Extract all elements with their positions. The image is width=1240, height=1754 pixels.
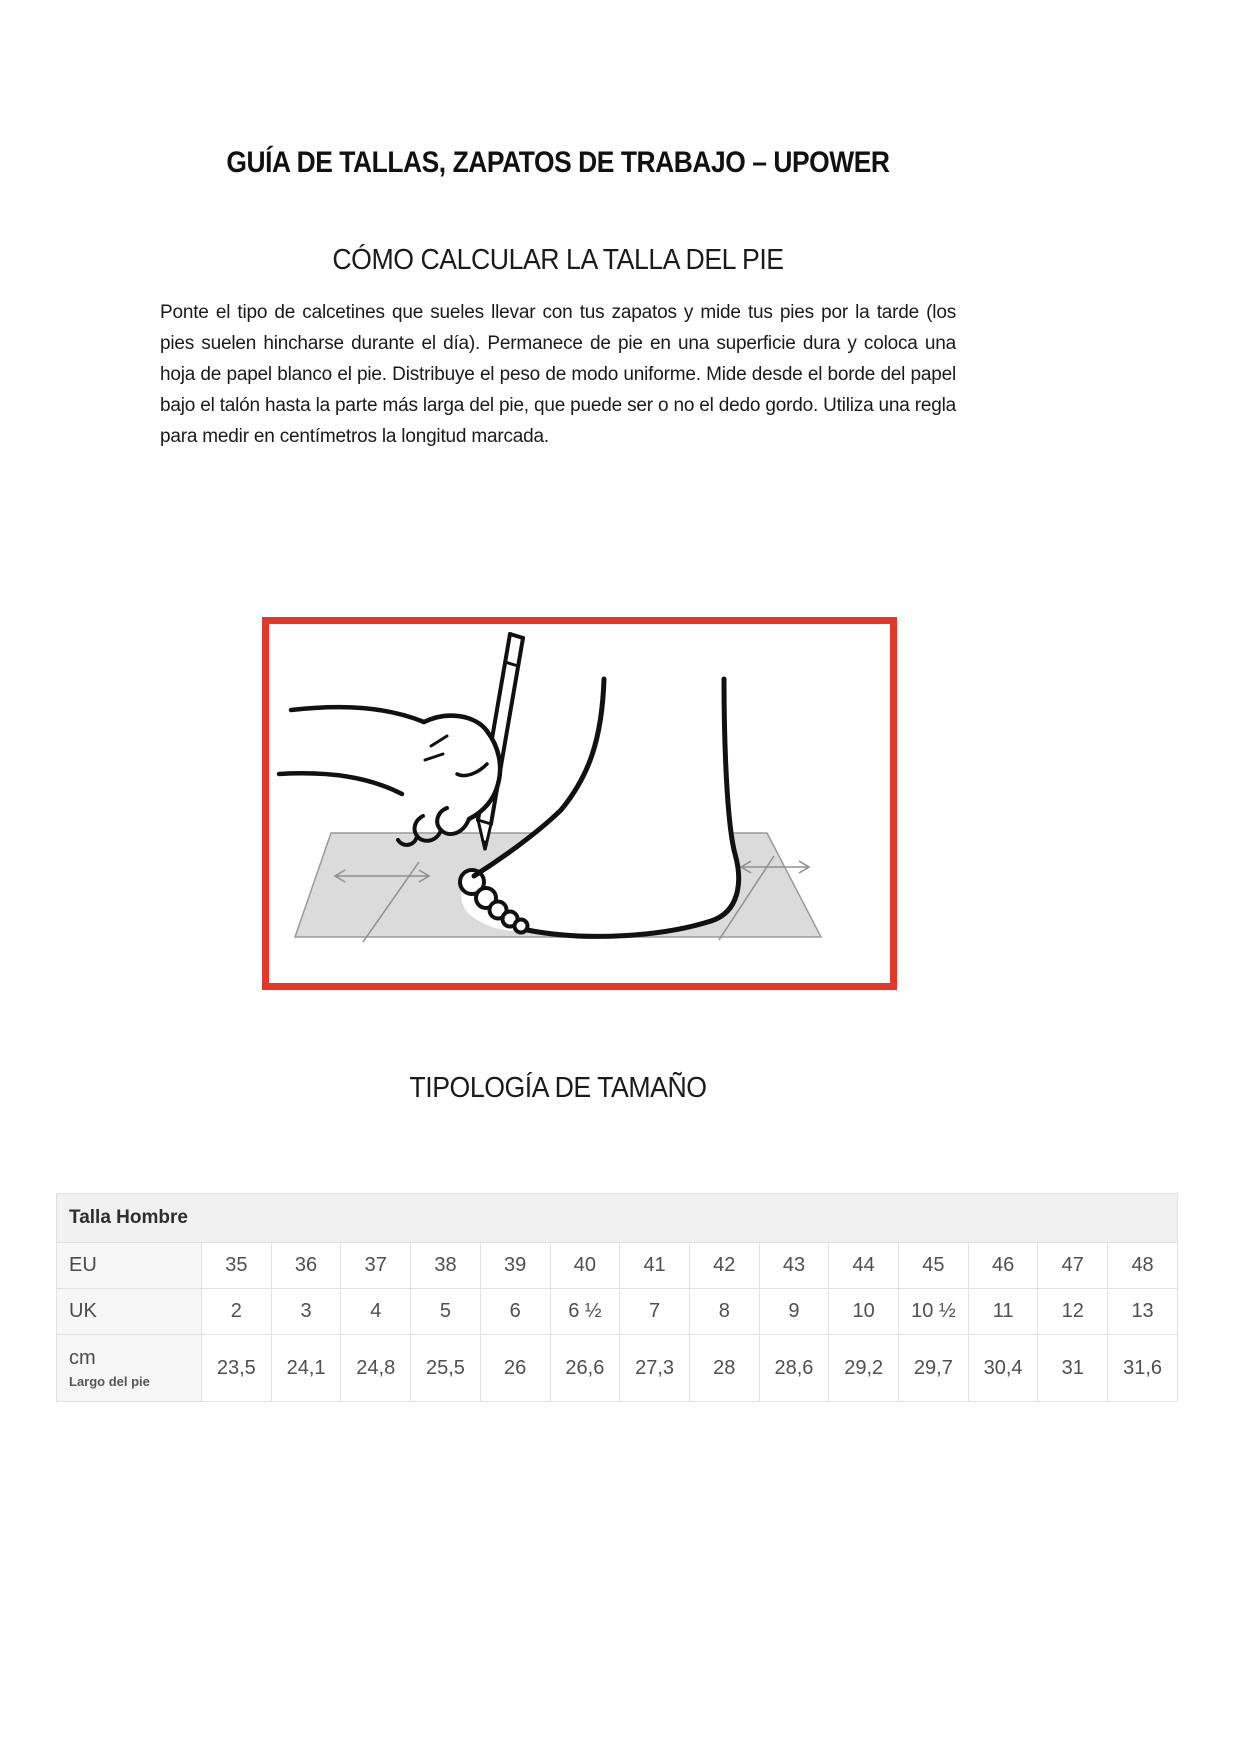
table-row-cm [57,1335,1178,1402]
eu-value: 45 [899,1243,969,1289]
row-label-uk: UK [57,1289,202,1335]
uk-value: 11 [968,1289,1038,1335]
cm-value: 29,7 [899,1335,969,1402]
table-row-uk [57,1289,1178,1335]
cm-value: 31 [1038,1335,1108,1402]
cm-value: 31,6 [1108,1335,1178,1402]
cm-value: 25,5 [411,1335,481,1402]
eu-value: 47 [1038,1243,1108,1289]
uk-value: 2 [202,1289,272,1335]
cm-value: 24,8 [341,1335,411,1402]
uk-value: 5 [411,1289,481,1335]
eu-value: 48 [1108,1243,1178,1289]
cm-value: 28 [689,1335,759,1402]
eu-value: 39 [480,1243,550,1289]
cm-value: 26,6 [550,1335,620,1402]
uk-value: 8 [689,1289,759,1335]
uk-value: 12 [1038,1289,1108,1335]
uk-value: 7 [620,1289,690,1335]
uk-value: 10 ½ [899,1289,969,1335]
eu-value: 42 [689,1243,759,1289]
size-table [56,1193,1178,1402]
table-title: Talla Hombre [57,1194,1178,1243]
eu-value: 41 [620,1243,690,1289]
row-label-eu: EU [57,1243,202,1289]
cm-value: 29,2 [829,1335,899,1402]
uk-value: 13 [1108,1289,1178,1335]
cm-sublabel: Largo del pie [69,1374,150,1389]
eu-value: 40 [550,1243,620,1289]
how-to-heading: CÓMO CALCULAR LA TALLA DEL PIE [332,244,784,276]
table-row-eu [57,1243,1178,1289]
uk-value: 9 [759,1289,829,1335]
eu-value: 43 [759,1243,829,1289]
eu-value: 38 [411,1243,481,1289]
uk-value: 10 [829,1289,899,1335]
size-typology-heading: TIPOLOGÍA DE TAMAÑO [409,1072,707,1104]
eu-value: 46 [968,1243,1038,1289]
row-label-cm [57,1335,202,1402]
foot-measuring-illustration [262,617,897,990]
cm-value: 23,5 [202,1335,272,1402]
page-title: GUÍA DE TALLAS, ZAPATOS DE TRABAJO – UPOWER [226,146,890,179]
cm-value: 27,3 [620,1335,690,1402]
cm-value: 24,1 [271,1335,341,1402]
cm-value: 30,4 [968,1335,1038,1402]
uk-value: 6 ½ [550,1289,620,1335]
cm-value: 26 [480,1335,550,1402]
eu-value: 37 [341,1243,411,1289]
eu-value: 36 [271,1243,341,1289]
uk-value: 3 [271,1289,341,1335]
how-to-paragraph: Ponte el tipo de calcetines que sueles llevar con tus zapatos y mide tus pies por la tarde (los pies suelen hincharse durante el día). Permanece de pie en una superficie dura y coloca una hoja de papel blanco el pie. Distribuye el peso de modo uniforme. Mide desde el borde del papel bajo el talón hasta la parte más larga del pie, que puede ser o no el dedo gordo. Utiliza una regla para medir en centímetros la longitud marcada. [160,302,956,447]
cm-value: 28,6 [759,1335,829,1402]
uk-value: 4 [341,1289,411,1335]
cm-label: cm [69,1347,96,1369]
table-header-row [57,1194,1178,1243]
eu-value: 35 [202,1243,272,1289]
uk-value: 6 [480,1289,550,1335]
eu-value: 44 [829,1243,899,1289]
foot-measuring-drawing [269,624,890,983]
size-table-container [56,1193,1178,1402]
